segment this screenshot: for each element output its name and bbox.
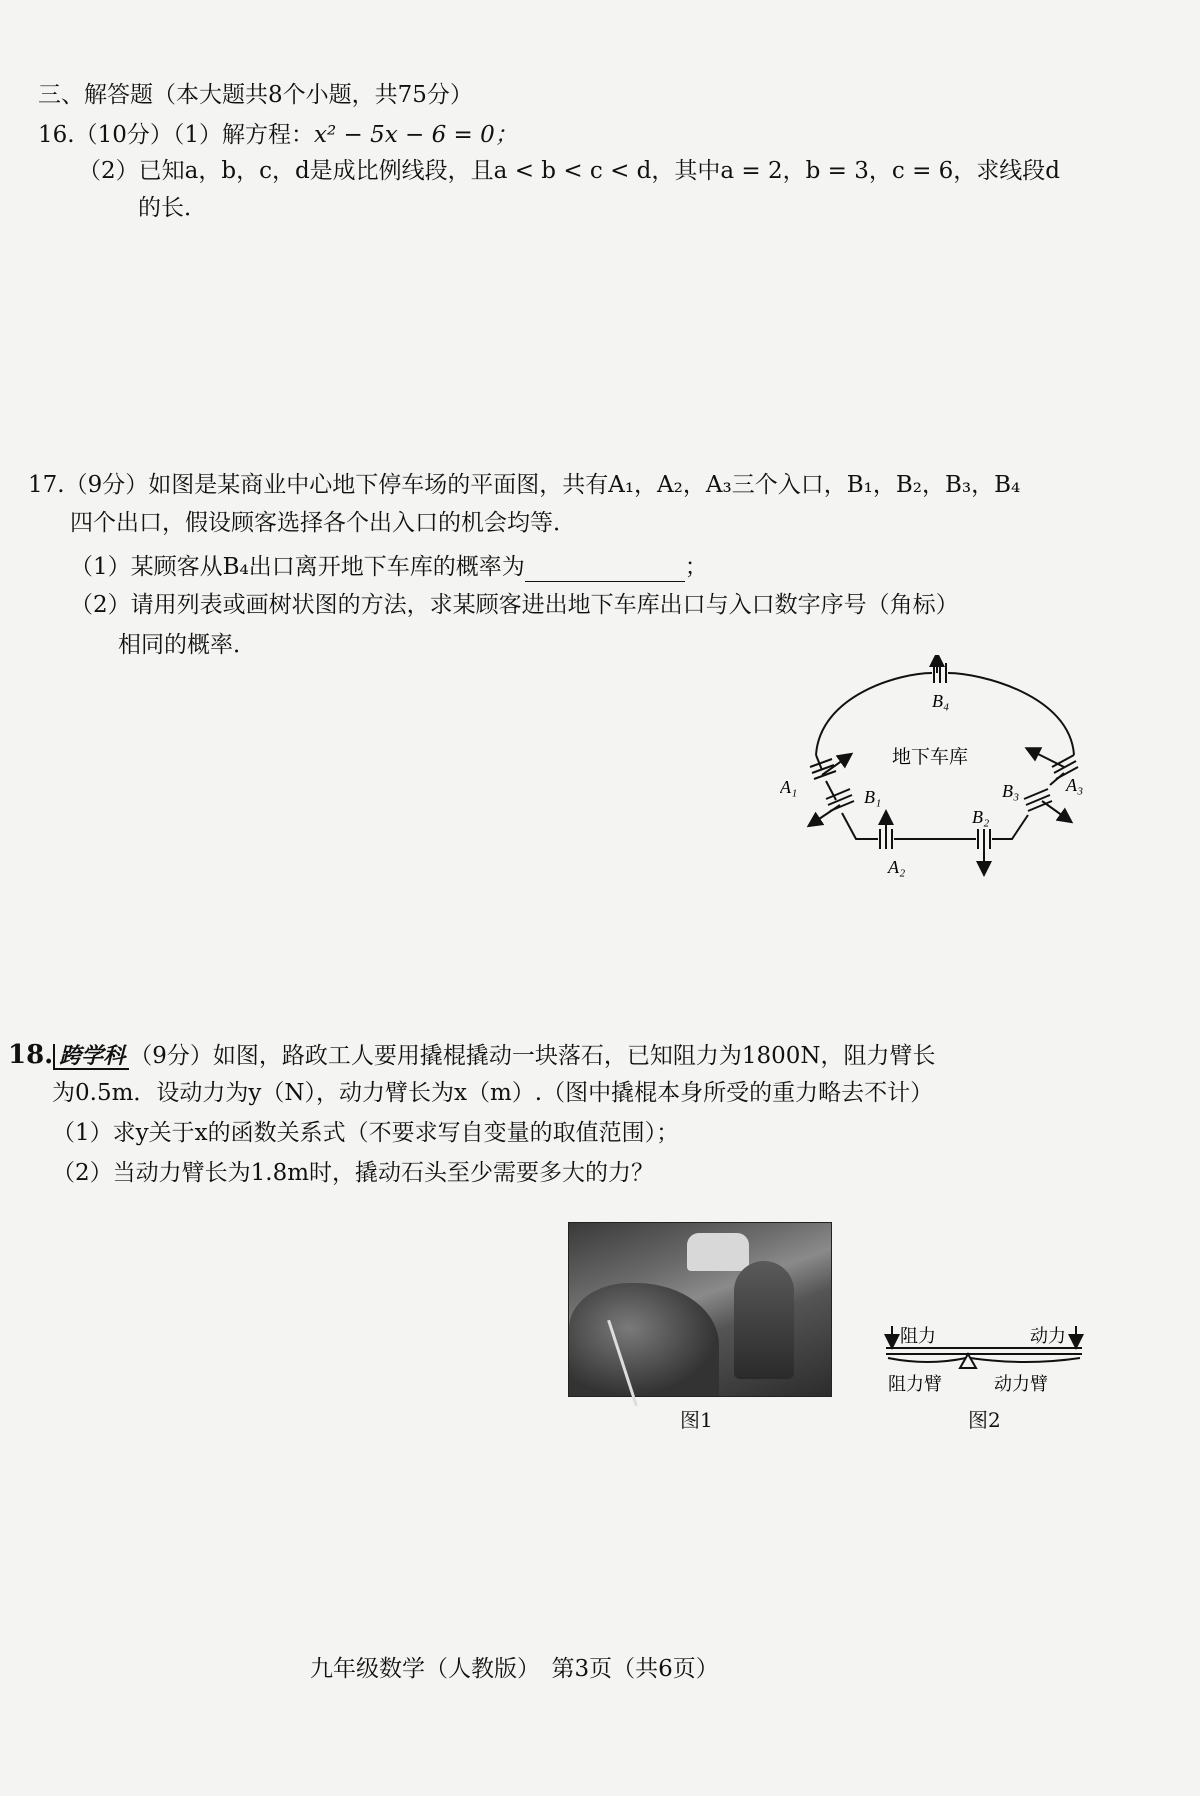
lever-diagram	[880, 1318, 1100, 1408]
q18-number: 18.	[8, 1040, 54, 1070]
q17-part1	[70, 552, 708, 582]
fulcrum	[960, 1354, 976, 1368]
q18-intro-line2: 为0.5m．设动力为y（N），动力臂长为x（m）.（图中撬棍本身所受的重力略去不计）	[52, 1080, 934, 1106]
q17-intro-line2: 四个出口，假设顾客选择各个出入口的机会均等．	[70, 510, 576, 536]
figure-2-caption: 图2	[968, 1408, 1001, 1432]
q18-part1: （1）求y关于x的函数关系式（不要求写自变量的取值范围）；	[52, 1120, 680, 1146]
question-16-line1	[38, 120, 518, 150]
q16-p1-label: （1）解方程：	[172, 122, 314, 148]
q17-intro: （9分）如图是某商业中心地下停车场的平面图，共有A₁，A₂，A₃三个入口，B₁，B₂，B₃，B₄	[64, 472, 1021, 498]
figure-1-caption: 图1	[680, 1408, 713, 1432]
q17-p1-end: ；	[684, 554, 708, 580]
parking-garage-diagram	[780, 655, 1110, 895]
label-effort: 动力	[1030, 1326, 1066, 1347]
q17-number: 17.	[28, 472, 65, 498]
roadworker-lever-photo	[568, 1222, 832, 1397]
label-resistance-arm: 阻力臂	[888, 1374, 942, 1395]
worker-in-photo	[734, 1261, 794, 1379]
section-title: 三、解答题（本大题共8个小题，共75分）	[38, 82, 473, 108]
q16-equation: x² − 5x − 6 = 0；	[314, 122, 518, 148]
label-resistance: 阻力	[900, 1326, 936, 1347]
q16-part2-line2: 的长．	[138, 195, 207, 221]
effort-arm-brace	[970, 1358, 1080, 1362]
arc-right-segment	[948, 673, 1074, 755]
label-B3: B₃	[1002, 781, 1020, 801]
q17-p1-text: （1）某顾客从B₄出口离开地下车库的概率为	[70, 554, 525, 580]
resistance-arm-brace	[888, 1358, 966, 1362]
q16-part2-line1	[78, 156, 1060, 186]
answer-blank[interactable]	[525, 559, 685, 582]
question-18-line1	[8, 1040, 936, 1071]
q16-p2-text: 已知a，b，c，d是成比例线段，且a < b < c < d，其中a = 2，b = 3，c = 6，求线段d	[138, 158, 1061, 184]
page-footer: 九年级数学（人教版） 第3页（共6页）	[310, 1656, 719, 1682]
q18-intro: （9分）如图，路政工人要用撬棍撬动一块落石，已知阻力为1800N，阻力臂长	[129, 1043, 936, 1069]
label-A2: A₂	[888, 857, 906, 877]
q18-part2: （2）当动力臂长为1.8m时，撬动石头至少需要多大的力？	[52, 1160, 655, 1186]
q17-part2-line1: （2）请用列表或画树状图的方法，求某顾客进出地下车库出口与入口数字序号（角标）	[70, 592, 959, 618]
car-in-photo	[687, 1233, 749, 1271]
label-B2: B₂	[972, 807, 990, 827]
label-B1: B₁	[864, 787, 882, 807]
label-effort-arm: 动力臂	[994, 1374, 1048, 1395]
label-A1: A₁	[780, 777, 798, 797]
q17-part2-line2: 相同的概率．	[118, 632, 256, 658]
q16-number: 16.	[38, 122, 75, 148]
q16-points: （10分）	[74, 122, 173, 148]
rock-in-photo	[569, 1283, 719, 1396]
question-17-line1	[28, 470, 1020, 500]
label-B4: B₄	[932, 691, 950, 711]
cross-discipline-badge: 跨学科	[53, 1044, 129, 1070]
label-A3: A₃	[1066, 775, 1084, 795]
center-label: 地下车库	[892, 746, 969, 768]
q16-p2-label: （2）	[78, 158, 139, 184]
arc-left-segment	[816, 673, 932, 755]
